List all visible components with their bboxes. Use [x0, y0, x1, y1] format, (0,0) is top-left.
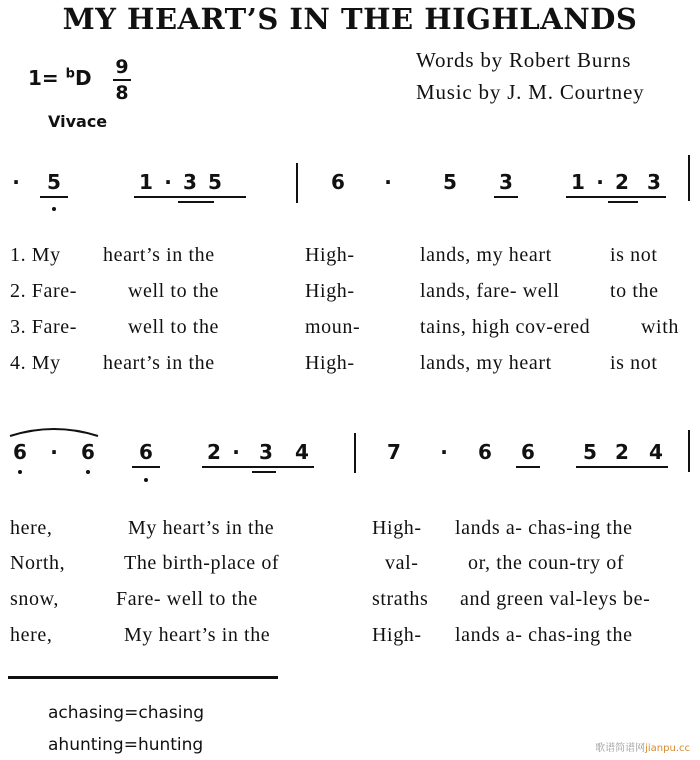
lyric-syllable: well to the — [128, 280, 220, 302]
low-octave-dot — [86, 470, 90, 474]
low-octave-dot — [144, 478, 148, 482]
note: 6 — [81, 440, 95, 464]
note: 3 — [183, 170, 197, 194]
lyric-syllable: My heart’s in the — [128, 517, 275, 539]
lyric-syllable: here, — [10, 517, 53, 539]
note: 6 — [13, 440, 27, 464]
note: 6 — [521, 440, 535, 464]
underline — [576, 466, 668, 468]
lyric-syllable: lands a- chas-ing the — [455, 624, 633, 646]
tie-arc — [8, 422, 100, 438]
time-bar — [113, 79, 131, 81]
lyric-syllable: straths — [372, 588, 429, 610]
lyric-syllable: 2. Fare- — [10, 280, 77, 302]
footnote: achasing=chasing — [48, 703, 205, 723]
barline — [354, 433, 356, 473]
note: 1 — [139, 170, 153, 194]
lyric-syllable: North, — [10, 552, 66, 574]
lyric-syllable: snow, — [10, 588, 59, 610]
barline — [688, 430, 690, 472]
low-octave-dot — [18, 470, 22, 474]
time-top: 9 — [115, 56, 129, 78]
note: 4 — [649, 440, 663, 464]
lyric-syllable: My heart’s in the — [124, 624, 271, 646]
underline — [516, 466, 540, 468]
note: 7 — [387, 440, 401, 464]
lyric-syllable: heart’s in the — [103, 244, 215, 266]
lyric-syllable: tains, high cov-ered — [420, 316, 591, 338]
watermark — [595, 739, 690, 754]
lyric-syllable: heart’s in the — [103, 352, 215, 374]
watermark-site: 歌谱简谱网 — [595, 743, 646, 754]
music-credit: Music by J. M. Courtney — [416, 80, 645, 104]
underline — [178, 201, 214, 203]
lyric-syllable: here, — [10, 624, 53, 646]
note: 6 — [331, 170, 345, 194]
lyric-syllable: or, the coun-try of — [468, 552, 625, 574]
dot: · — [50, 440, 58, 464]
dot: · — [596, 170, 604, 194]
lyric-syllable: High- — [305, 352, 355, 374]
underline — [566, 196, 666, 198]
underline — [132, 466, 160, 468]
lyric-syllable: lands a- chas-ing the — [455, 517, 633, 539]
low-octave-dot — [52, 207, 56, 211]
lyric-syllable: is not — [610, 244, 658, 266]
dot: · — [232, 440, 240, 464]
underline — [40, 196, 68, 198]
note: 3 — [499, 170, 513, 194]
lyric-syllable: High- — [305, 244, 355, 266]
underline — [608, 201, 638, 203]
note: 6 — [478, 440, 492, 464]
song-title: MY HEART’S IN THE HIGHLANDS — [62, 2, 638, 36]
note: 3 — [647, 170, 661, 194]
time-bottom: 8 — [115, 82, 129, 104]
footnote: ahunting=hunting — [48, 735, 204, 755]
note: 5 — [47, 170, 61, 194]
lyric-syllable: 3. Fare- — [10, 316, 77, 338]
watermark-domain: jianpu.cc — [645, 743, 690, 754]
note: 5 — [208, 170, 222, 194]
lyric-syllable: The birth-place of — [124, 552, 280, 574]
note: 2 — [615, 440, 629, 464]
lyric-syllable: High- — [372, 517, 422, 539]
note: 3 — [259, 440, 273, 464]
underline — [252, 471, 276, 473]
lyric-syllable: is not — [610, 352, 658, 374]
lyric-syllable: lands, my heart — [420, 244, 552, 266]
lyric-syllable: Fare- well to the — [116, 588, 258, 610]
lyric-syllable: well to the — [128, 316, 220, 338]
time-signature — [113, 56, 131, 104]
key-prefix: 1= — [28, 66, 59, 90]
note: 6 — [139, 440, 153, 464]
underline — [134, 196, 246, 198]
lyric-syllable: val- — [385, 552, 419, 574]
lyric-syllable: 4. My — [10, 352, 61, 374]
note: 2 — [207, 440, 221, 464]
footnote-rule — [8, 676, 278, 679]
dot: · — [440, 440, 448, 464]
words-credit: Words by Robert Burns — [416, 48, 632, 72]
flat-sign: b — [65, 66, 75, 82]
key-signature — [28, 66, 92, 90]
lyric-syllable: 1. My — [10, 244, 61, 266]
lyric-syllable: with — [641, 316, 679, 338]
lyric-syllable: High- — [305, 280, 355, 302]
note: 1 — [571, 170, 585, 194]
underline — [202, 466, 314, 468]
tempo-marking: Vivace — [48, 112, 108, 131]
key-note: D — [74, 66, 92, 90]
dot: · — [164, 170, 172, 194]
dot: · — [384, 170, 392, 194]
lyric-syllable: and green val-leys be- — [460, 588, 651, 610]
lyric-syllable: to the — [610, 280, 659, 302]
note: 5 — [443, 170, 457, 194]
lyric-syllable: lands, my heart — [420, 352, 552, 374]
lyric-syllable: moun- — [305, 316, 361, 338]
note: 4 — [295, 440, 309, 464]
lyric-syllable: High- — [372, 624, 422, 646]
underline — [494, 196, 518, 198]
note: 2 — [615, 170, 629, 194]
note: 5 — [583, 440, 597, 464]
barline — [296, 163, 298, 203]
edge-mark: · — [12, 170, 20, 194]
lyric-syllable: lands, fare- well — [420, 280, 560, 302]
barline — [688, 155, 690, 201]
